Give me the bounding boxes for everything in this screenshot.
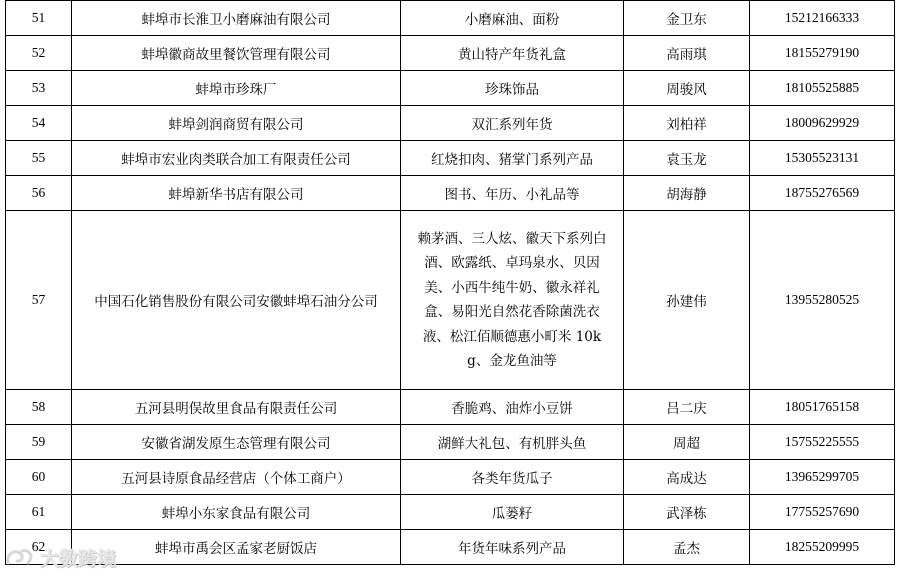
product-list: 各类年货瓜子 (401, 460, 624, 495)
phone-number: 18755276569 (750, 176, 895, 211)
company-name: 蚌埠市长淮卫小磨麻油有限公司 (72, 1, 401, 36)
row-number: 62 (6, 530, 72, 565)
contact-name: 孙建伟 (624, 211, 750, 390)
company-name: 蚌埠徽商故里餐饮管理有限公司 (72, 36, 401, 71)
contact-name: 胡海静 (624, 176, 750, 211)
row-number: 51 (6, 1, 72, 36)
table-row (6, 176, 895, 211)
table-row (6, 71, 895, 106)
product-list: 年货年味系列产品 (401, 530, 624, 565)
company-name: 五河县诗原食品经营店（个体工商户） (72, 460, 401, 495)
table-row (6, 141, 895, 176)
contact-name: 刘柏祥 (624, 106, 750, 141)
company-name: 蚌埠小东家食品有限公司 (72, 495, 401, 530)
phone-number: 17755257690 (750, 495, 895, 530)
product-list: 香脆鸡、油炸小豆饼 (401, 390, 624, 425)
product-list: 小磨麻油、面粉 (401, 1, 624, 36)
table-row (6, 495, 895, 530)
phone-number: 13965299705 (750, 460, 895, 495)
phone-number: 18105525885 (750, 71, 895, 106)
product-list: 红烧扣肉、猪掌门系列产品 (401, 141, 624, 176)
merchant-table (5, 0, 895, 565)
row-number: 52 (6, 36, 72, 71)
product-list: 珍珠饰品 (401, 71, 624, 106)
product-list: 湖鲜大礼包、有机胖头鱼 (401, 425, 624, 460)
watermark-logo-icon (4, 545, 36, 569)
contact-name: 武泽栋 (624, 495, 750, 530)
table-row (6, 211, 895, 390)
table-row (6, 1, 895, 36)
table-row (6, 390, 895, 425)
row-number: 53 (6, 71, 72, 106)
company-name: 五河县明俣故里食品有限责任公司 (72, 390, 401, 425)
table-row (6, 460, 895, 495)
phone-number: 15305523131 (750, 141, 895, 176)
phone-number: 18051765158 (750, 390, 895, 425)
merchant-table-body (6, 1, 895, 565)
row-number: 60 (6, 460, 72, 495)
phone-number: 15755225555 (750, 425, 895, 460)
contact-name: 高成达 (624, 460, 750, 495)
row-number: 59 (6, 425, 72, 460)
product-list: 黄山特产年货礼盒 (401, 36, 624, 71)
phone-number: 18155279190 (750, 36, 895, 71)
row-number: 61 (6, 495, 72, 530)
contact-name: 周骏风 (624, 71, 750, 106)
company-name: 蚌埠新华书店有限公司 (72, 176, 401, 211)
row-number: 55 (6, 141, 72, 176)
phone-number: 13955280525 (750, 211, 895, 390)
contact-name: 高雨琪 (624, 36, 750, 71)
row-number: 57 (6, 211, 72, 390)
product-list-cell (401, 211, 624, 390)
company-name: 蚌埠市宏业肉类联合加工有限责任公司 (72, 141, 401, 176)
contact-name: 周超 (624, 425, 750, 460)
product-list: 瓜蒌籽 (401, 495, 624, 530)
contact-name: 孟杰 (624, 530, 750, 565)
contact-name: 金卫东 (624, 1, 750, 36)
phone-number: 18255209995 (750, 530, 895, 565)
watermark (4, 540, 116, 574)
phone-number: 15212166333 (750, 1, 895, 36)
company-name: 蚌埠剑润商贸有限公司 (72, 106, 401, 141)
row-number: 54 (6, 106, 72, 141)
product-list: 图书、年历、小礼品等 (401, 176, 624, 211)
table-row (6, 106, 895, 141)
company-name: 蚌埠市珍珠厂 (72, 71, 401, 106)
row-number: 58 (6, 390, 72, 425)
company-name: 安徽省湖发原生态管理有限公司 (72, 425, 401, 460)
phone-number: 18009629929 (750, 106, 895, 141)
watermark-text: 大数跨境 (40, 547, 117, 570)
table-row (6, 425, 895, 460)
contact-name: 袁玉龙 (624, 141, 750, 176)
product-list: 赖茅酒、三人炫、徽天下系列白酒、欧露纸、卓玛泉水、贝因美、小西牛纯牛奶、徽永祥礼盒、易阳光自然花香除菌洗衣液、松江佰顺德惠小町米 10kg、金龙鱼油等 (417, 230, 607, 369)
row-number: 56 (6, 176, 72, 211)
company-name: 蚌埠市禹会区孟家老厨饭店 (72, 530, 401, 565)
contact-name: 吕二庆 (624, 390, 750, 425)
table-row (6, 530, 895, 565)
product-list: 双汇系列年货 (401, 106, 624, 141)
company-name: 中国石化销售股份有限公司安徽蚌埠石油分公司 (72, 211, 401, 390)
table-row (6, 36, 895, 71)
